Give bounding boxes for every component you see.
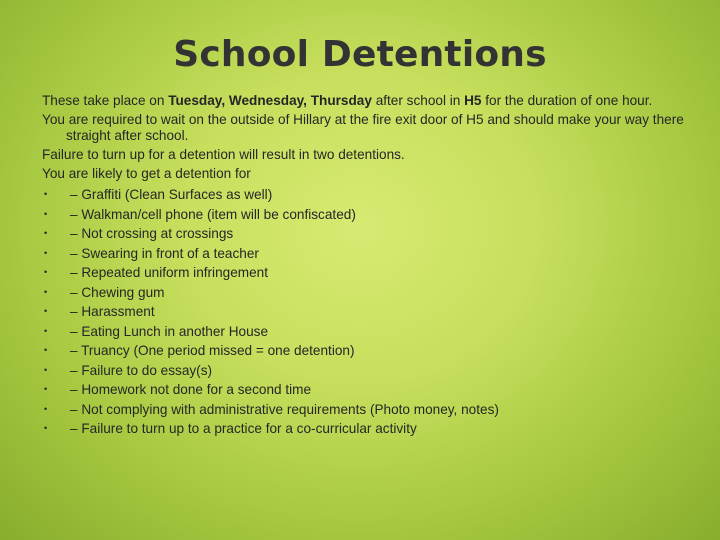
bullet-icon: • xyxy=(44,306,48,316)
list-item xyxy=(42,302,692,322)
list-item-text: – Failure to do essay(s) xyxy=(70,362,213,378)
schedule-text-2: after school in xyxy=(371,93,465,108)
list-item-text: – Harassment xyxy=(70,304,155,319)
bullet-icon: • xyxy=(44,189,48,199)
list-item xyxy=(42,380,692,400)
location-paragraph: You are required to wait on the outside of Hillary at the fire exit door of H5 and should make your way there straight after school. xyxy=(42,112,684,143)
bullet-icon: • xyxy=(44,345,48,355)
bullet-icon: • xyxy=(44,247,48,258)
detention-reasons-list xyxy=(42,185,692,439)
list-item xyxy=(42,361,692,381)
schedule-text-1: These take place on xyxy=(42,93,169,108)
failure-paragraph: Failure to turn up for a detention will result in two detentions. xyxy=(42,147,405,162)
list-item xyxy=(42,224,692,244)
bullet-icon: • xyxy=(44,228,48,238)
slide-title: School Detentions xyxy=(173,34,547,75)
schedule-text-3: for the duration of one hour. xyxy=(481,93,653,108)
list-item-text: – Not complying with administrative requirements (Photo money, notes) xyxy=(70,401,499,417)
schedule-paragraph xyxy=(42,93,692,109)
list-item-text: – Failure to turn up to a practice for a co-curricular activity xyxy=(70,421,417,436)
bullet-icon: • xyxy=(44,267,48,277)
list-item xyxy=(42,419,692,439)
reasons-intro: You are likely to get a detention for xyxy=(42,166,251,181)
list-item xyxy=(42,244,692,264)
list-item-text: – Eating Lunch in another House xyxy=(70,323,269,339)
bullet-icon: • xyxy=(44,384,48,394)
list-item xyxy=(42,263,692,283)
list-item-text: – Not crossing at crossings xyxy=(70,226,234,241)
schedule-room: H5 xyxy=(464,93,482,108)
list-item-text: – Homework not done for a second time xyxy=(70,382,312,397)
list-item-text: – Graffiti (Clean Surfaces as well) xyxy=(70,187,273,202)
list-item-text: – Walkman/cell phone (item will be confiscated) xyxy=(70,206,356,222)
bullet-icon: • xyxy=(44,325,48,336)
list-item xyxy=(42,322,692,342)
slide-body xyxy=(42,93,692,439)
list-item xyxy=(42,400,692,420)
list-item-text: – Chewing gum xyxy=(70,284,165,300)
list-item xyxy=(42,185,692,205)
list-item xyxy=(42,205,692,225)
bullet-icon: • xyxy=(44,403,48,414)
bullet-icon: • xyxy=(44,286,48,297)
bullet-icon: • xyxy=(44,208,48,219)
bullet-icon: • xyxy=(44,423,48,433)
list-item-text: – Truancy (One period missed = one detention) xyxy=(70,343,355,358)
schedule-days: Tuesday, Wednesday, Thursday xyxy=(168,93,372,108)
list-item-text: – Swearing in front of a teacher xyxy=(70,245,259,261)
list-item xyxy=(42,341,692,361)
bullet-icon: • xyxy=(44,364,48,375)
list-item xyxy=(42,283,692,303)
list-item-text: – Repeated uniform infringement xyxy=(70,265,268,280)
